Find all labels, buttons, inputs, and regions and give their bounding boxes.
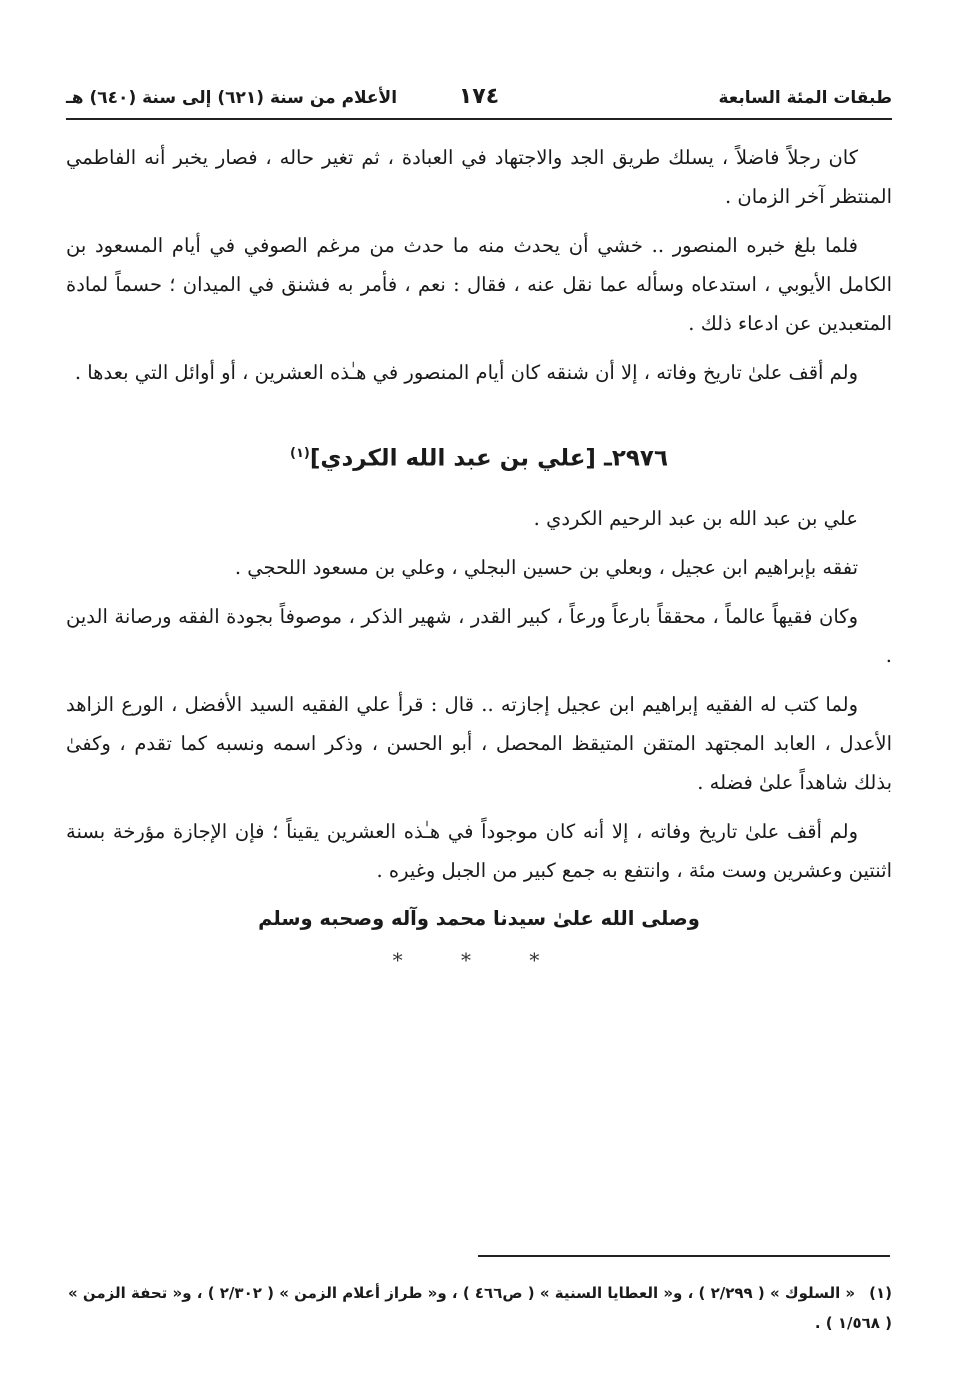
footnote-divider	[478, 1255, 890, 1257]
paragraph: فلما بلغ خبره المنصور .. خشي أن يحدث منه ما حدث من مرغم الصوفي في أيام المسعود بن الكامل الأيوبي ، استدعاه وسأله عما نقل عنه ، فقال : نعم ، فأمر به فشنق في الميدان ؛ حسماً لمادة المتعبدين عن ادعاء ذلك .	[66, 234, 892, 335]
section-separator: * * *	[392, 947, 566, 972]
entry-heading-text: ٢٩٧٦ـ [علي بن عبد الله الكردي]	[309, 445, 668, 472]
page-header	[66, 86, 892, 120]
paragraph: علي بن عبد الله بن عبد الرحيم الكردي .	[533, 506, 858, 530]
paragraph: وكان فقيهاً عالماً ، محققاً بارعاً ورعاً ، كبير القدر ، شهير الذكر ، موصوفاً بجودة الفقه ورصانة الدين .	[66, 604, 892, 667]
main-text	[66, 138, 892, 972]
page-number: ١٧٤	[458, 84, 500, 109]
running-title-left: الأعلام من سنة (٦٢١) إلى سنة (٦٤٠) هـ	[66, 88, 398, 108]
paragraph: ولم أقف علىٰ تاريخ وفاته ، إلا أنه كان موجوداً في هـٰذه العشرين يقيناً ؛ فإن الإجازة مؤرخة بسنة اثنتين وعشرين وست مئة ، وانتفع به جمع كبير من الجبل وغيره .	[66, 819, 892, 882]
running-title-right: طبقات المئة السابعة	[718, 88, 892, 108]
entry-heading	[66, 434, 892, 479]
footnote-marker: (١)	[290, 446, 310, 461]
footnote-number: (١)	[869, 1284, 892, 1302]
footnote	[66, 1278, 892, 1338]
paragraph: تفقه بإبراهيم ابن عجيل ، وبعلي بن حسين البجلي ، وعلي بن مسعود اللحجي .	[234, 555, 858, 579]
paragraph: ولم أقف علىٰ تاريخ وفاته ، إلا أن شنقه كان أيام المنصور في هـٰذه العشرين ، أو أوائل التي بعدها .	[74, 361, 858, 384]
footnote-text: « السلوك » ( ٢/٢٩٩ ) ، و« العطايا السنية » ( ص٤٦٦ ) ، و« طراز أعلام الزمن » ( ٢/٣٠٢ ) ، و« تحفة الزمن » ( ١/٥٦٨ ) .	[67, 1284, 892, 1332]
paragraph: كان رجلاً فاضلاً ، يسلك طريق الجد والاجتهاد في العبادة ، ثم تغير حاله ، فصار يخبر أنه الفاطمي المنتظر آخر الزمان .	[66, 146, 892, 208]
paragraph: ولما كتب له الفقيه إبراهيم ابن عجيل إجازته .. قال : قرأ علي الفقيه السيد الأفضل ، الورع الزاهد الأعدل ، العابد المجتهد المتقن المتيقظ المحصل ، أبو الحسن ، وذكر اسمه ونسبه كما تقدم ، وكفىٰ بذلك شاهداً علىٰ فضله .	[66, 692, 892, 794]
closing-benediction: وصلى الله علىٰ سيدنا محمد وآله وصحبه وسلم	[258, 906, 700, 930]
